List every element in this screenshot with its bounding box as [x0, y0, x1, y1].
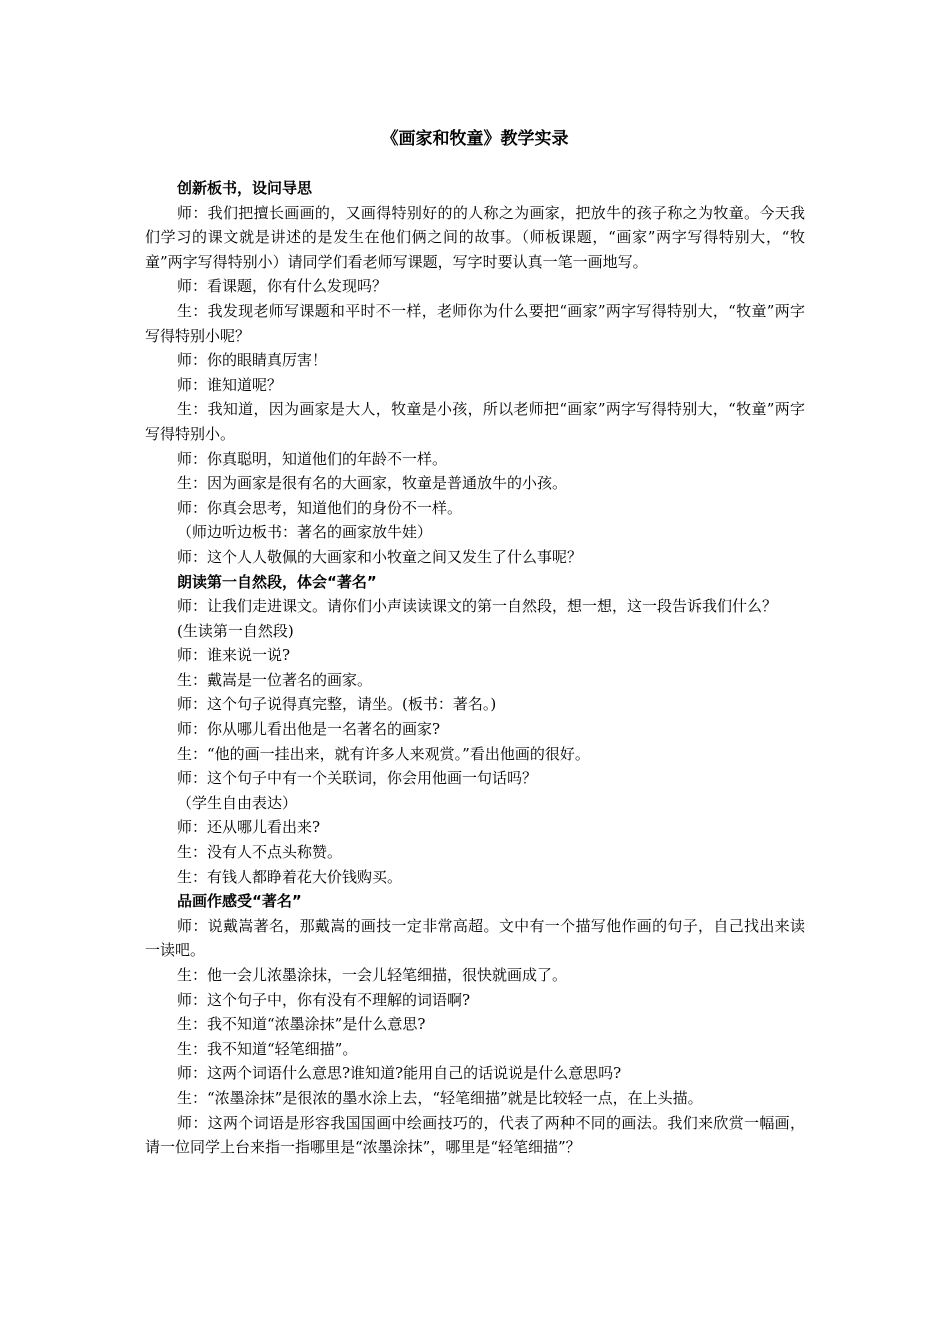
- dialogue-paragraph: 生：戴嵩是一位著名的画家。: [177, 670, 373, 689]
- section-heading: 品画作感受“著名”: [177, 892, 302, 911]
- document-title: 《画家和牧童》教学实录: [381, 129, 569, 149]
- dialogue-paragraph: 师：谁知道呢？: [177, 375, 283, 394]
- dialogue-paragraph: 生：有钱人都睁着花大价钱购买。: [177, 867, 403, 886]
- dialogue-paragraph: 师：这个人人敬佩的大画家和小牧童之间又发生了什么事呢？: [177, 547, 583, 566]
- dialogue-paragraph: 生：因为画家是很有名的大画家，牧童是普通放牛的小孩。: [177, 474, 568, 493]
- dialogue-paragraph: 师：让我们走进课文。请你们小声读读课文的第一自然段，想一想，这一段告诉我们什么？: [177, 597, 778, 616]
- dialogue-paragraph: 师：你真聪明，知道他们的年龄不一样。: [177, 449, 448, 468]
- dialogue-paragraph: 生：我发现老师写课题和平时不一样，老师你为什么要把“画家”两字写得特别大，“牧童”两字写得特别小呢？: [145, 301, 805, 345]
- section-heading: 创新板书，设问导思: [177, 179, 313, 197]
- dialogue-paragraph: 师：这两个词语什么意思?谁知道?能用自己的话说说是什么意思吗?: [177, 1064, 622, 1083]
- dialogue-paragraph: （学生自由表达）: [177, 793, 298, 812]
- dialogue-paragraph: 生：“他的画一挂出来，就有许多人来观赏。”看出他画的很好。: [177, 744, 590, 763]
- dialogue-paragraph: 师：你的眼睛真厉害！: [177, 351, 328, 370]
- dialogue-paragraph: 师：你从哪儿看出他是一名著名的画家?: [177, 720, 441, 739]
- dialogue-paragraph: 师：这个句子中，你有没有不理解的词语啊?: [177, 990, 471, 1009]
- dialogue-paragraph: （师边听边板书：著名的画家放牛娃）: [177, 523, 433, 542]
- dialogue-paragraph: 生：我不知道“浓墨涂抹”是什么意思?: [177, 1015, 426, 1034]
- section-heading: 朗读第一自然段，体会“著名”: [177, 572, 377, 591]
- dialogue-paragraph: 生：我知道，因为画家是大人，牧童是小孩，所以老师把“画家”两字写得特别大，“牧童”两字写得特别小。: [145, 400, 805, 443]
- dialogue-paragraph: 师：这两个词语是形容我国国画中绘画技巧的，代表了两种不同的画法。我们来欣赏一幅画，请一位同学上台来指一指哪里是“浓墨涂抹”，哪里是“轻笔细描”？: [145, 1113, 805, 1157]
- dialogue-paragraph: 生：我不知道“轻笔细描”。: [177, 1039, 358, 1058]
- document-body: [145, 176, 805, 1160]
- dialogue-paragraph: 师：这个句子说得真完整，请坐。(板书：著名。): [177, 695, 497, 714]
- dialogue-paragraph: 师：谁来说一说?: [177, 646, 291, 665]
- dialogue-paragraph: 生：他一会儿浓墨涂抹，一会儿轻笔细描，很快就画成了。: [177, 966, 568, 984]
- dialogue-paragraph: 师：说戴嵩著名，那戴嵩的画技一定非常高超。文中有一个描写他作画的句子，自己找出来读一读吧。: [145, 916, 805, 960]
- dialogue-paragraph: 师：这个句子中有一个关联词，你会用他画一句话吗？: [177, 769, 538, 788]
- dialogue-paragraph: 生：“浓墨涂抹”是很浓的墨水涂上去，“轻笔细描”就是比较轻一点，在上头描。: [177, 1088, 703, 1107]
- dialogue-paragraph: 生：没有人不点头称赞。: [177, 843, 343, 862]
- dialogue-paragraph: 师：我们把擅长画画的，又画得特别好的的人称之为画家，把放牛的孩子称之为牧童。今天我们学习的课文就是讲述的是发生在他们俩之间的故事。（师板课题，“画家”两字写得特别大，“牧童”两字写得特别小）请同学们看老师写课题，写字时要认真一笔一画地写。: [145, 203, 805, 271]
- dialogue-paragraph: 师：看课题，你有什么发现吗？: [177, 277, 388, 296]
- dialogue-paragraph: 师：你真会思考，知道他们的身份不一样。: [177, 498, 463, 517]
- dialogue-paragraph: (生读第一自然段): [177, 621, 294, 640]
- dialogue-paragraph: 师：还从哪儿看出来?: [177, 818, 321, 837]
